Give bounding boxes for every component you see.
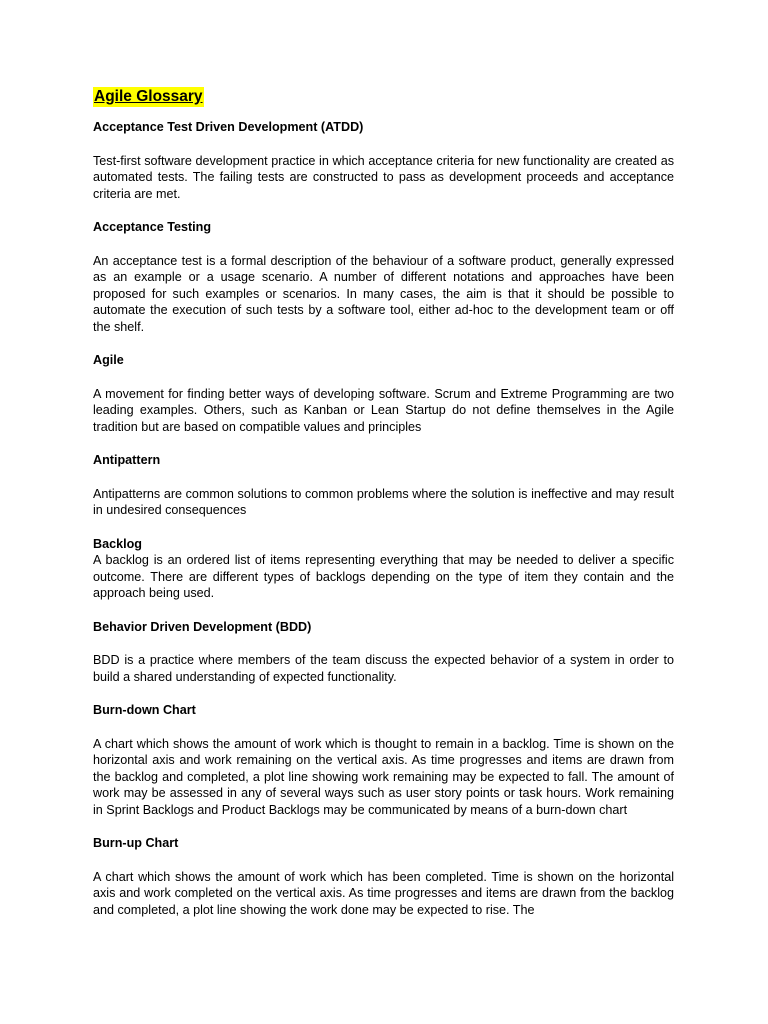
document-title: Agile Glossary <box>94 88 203 105</box>
glossary-term-backlog: Backlog <box>93 536 142 551</box>
glossary-term-agile: Agile <box>93 353 124 367</box>
glossary-definition-acceptance-testing: An acceptance test is a formal description of the behaviour of a software product, generally expressed as an example or a usage scenario. A number of different notations and approaches have been proposed for such examples or scenarios. In many cases, the aim is that it should be possible to automate the execution of such tests by a software tool, either ad-hoc to the development team or off the shelf. <box>93 253 674 334</box>
document-page <box>93 87 674 935</box>
glossary-term-burn-up-chart: Burn-up Chart <box>93 836 179 850</box>
glossary-definition-atdd: Test-first software development practice in which acceptance criteria for new functionality are created as automated tests. The failing tests are constructed to pass as development proceeds and acceptance criteria are met. <box>93 153 674 201</box>
glossary-definition-burn-down-chart: A chart which shows the amount of work which is thought to remain in a backlog. Time is shown on the horizontal axis and work remaining on the vertical axis. As time progresses and items are drawn from the backlog and completed, a plot line showing work remaining may be expected to fall. The amount of work may be assessed in any of several ways such as user story points or task hours. Work remaining in Sprint Backlogs and Product Backlogs may be communicated by means of a burn-down chart <box>93 736 674 817</box>
glossary-definition-backlog: A backlog is an ordered list of items representing everything that may be needed to deliver a specific outcome. There are different types of backlogs depending on the type of item they contain and the approach being used. <box>93 553 674 600</box>
glossary-definition-burn-up-chart: A chart which shows the amount of work which has been completed. Time is shown on the horizontal axis and work completed on the vertical axis. As time progresses and items are drawn from the backlog and completed, a plot line showing the work done may be expected to rise. The <box>93 869 674 917</box>
glossary-definition-bdd: BDD is a practice where members of the team discuss the expected behavior of a system in order to build a shared understanding of expected functionality. <box>93 653 674 684</box>
glossary-term-acceptance-testing: Acceptance Testing <box>93 220 212 234</box>
glossary-definition-antipattern: Antipatterns are common solutions to common problems where the solution is ineffective and may result in undesired consequences <box>93 486 674 517</box>
glossary-term-atdd: Acceptance Test Driven Development (ATDD) <box>93 120 364 134</box>
glossary-definition-agile: A movement for finding better ways of developing software. Scrum and Extreme Programming are two leading examples. Others, such as Kanban or Lean Startup do not define themselves in the Agile tradition but are based on compatible values and principles <box>93 386 674 434</box>
glossary-term-bdd: Behavior Driven Development (BDD) <box>93 619 312 634</box>
glossary-term-antipattern: Antipattern <box>93 453 161 467</box>
glossary-term-burn-down-chart: Burn-down Chart <box>93 703 196 717</box>
